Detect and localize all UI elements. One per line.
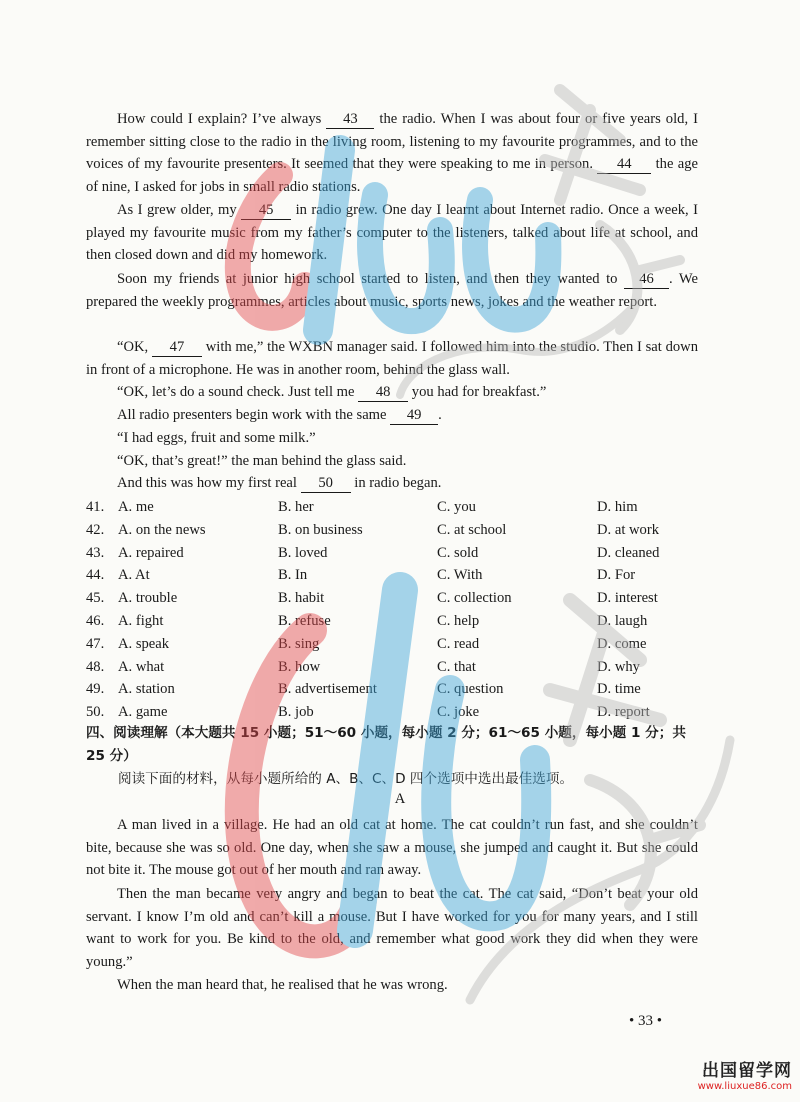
- option-c: C. help: [437, 612, 480, 629]
- text: with me,” the WXBN manager said. I followed him into the studio. Then I sat down in front of a microphone. He was in another room, behind the glass wall.: [86, 339, 699, 378]
- cloze-paragraph-6: [86, 404, 698, 427]
- option-b: B. sing: [278, 635, 320, 652]
- option-d: D. at work: [597, 521, 660, 538]
- blank-45: 45: [241, 202, 291, 220]
- option-a: A. station: [118, 681, 175, 698]
- option-row: [86, 678, 706, 701]
- site-watermark-url: www.liuxue86.com: [697, 1081, 792, 1092]
- cloze-paragraph-8: “OK, that’s great!” the man behind the glass said.: [117, 453, 407, 469]
- page-number: • 33 •: [629, 1013, 663, 1029]
- option-row: [86, 610, 706, 633]
- option-a: A. fight: [118, 612, 164, 629]
- option-c: C. you: [437, 499, 476, 515]
- option-b: B. loved: [278, 544, 328, 561]
- question-number: 42.: [86, 521, 105, 538]
- reading-paragraph-1: A man lived in a village. He had an old cat at home. The cat couldn’t run fast, and she couldn’t bite, because she was so old. One day, when she saw a mouse, she jumped and caught it. But she could not bite it. The mouse got out of her mouth and ran away.: [86, 817, 698, 879]
- cloze-paragraph-7: “I had eggs, fruit and some milk.”: [117, 430, 316, 446]
- question-number: 50.: [86, 704, 105, 721]
- option-row: [86, 701, 706, 724]
- text: .: [438, 407, 442, 423]
- option-b: B. In: [278, 567, 308, 584]
- text: How could I explain? I’ve always: [117, 111, 327, 127]
- option-row: [86, 587, 706, 610]
- option-row: [86, 496, 706, 519]
- option-row: [86, 564, 706, 587]
- blank-44: 44: [597, 156, 651, 174]
- question-number: 46.: [86, 612, 105, 629]
- text: “OK,: [117, 339, 152, 355]
- option-c: C. sold: [437, 544, 479, 561]
- option-c: C. joke: [437, 704, 480, 721]
- question-number: 43.: [86, 544, 105, 561]
- blank-49: 49: [390, 407, 438, 425]
- option-b: B. on business: [278, 521, 363, 538]
- option-a: A. on the news: [118, 521, 206, 538]
- answer-options: [86, 496, 706, 724]
- option-a: A. speak: [118, 635, 170, 652]
- blank-48: 48: [358, 384, 408, 402]
- option-b: B. refuse: [278, 612, 331, 629]
- option-b: B. her: [278, 499, 314, 515]
- reading-paragraph-3: When the man heard that, he realised that he was wrong.: [117, 977, 448, 993]
- question-number: 49.: [86, 681, 105, 698]
- section-heading: 四、阅读理解（本大题共 15 小题；51～60 小题，每小题 2 分；61～65 小题，每小题 1 分；共 25 分）: [86, 725, 686, 764]
- option-d: D. report: [597, 704, 650, 721]
- option-a: A. game: [118, 704, 168, 721]
- cloze-paragraph-3: [86, 268, 698, 313]
- site-watermark: [698, 1056, 792, 1092]
- option-a: A. At: [118, 567, 150, 584]
- option-c: C. question: [437, 681, 504, 698]
- cloze-paragraph-5: [86, 381, 698, 404]
- reading-paragraph-2: Then the man became very angry and began to beat the cat. The cat said, “Don’t beat your old servant. I know I’m old and can’t kill a mouse. But I have worked for you for many years, and I still want to work for you. Be kind to the old, and remember what good work they did when they were young.”: [86, 886, 698, 971]
- text: . We prepared the weekly programmes, articles about music, sports news, jokes and the weather report.: [86, 271, 698, 310]
- blank-46: 46: [624, 271, 669, 289]
- blank-43: 43: [326, 111, 374, 129]
- option-c: C. collection: [437, 590, 512, 607]
- cloze-paragraph-9: [86, 472, 698, 495]
- question-number: 44.: [86, 567, 105, 584]
- option-b: B. how: [278, 658, 321, 675]
- cloze-paragraph-4: [86, 336, 698, 381]
- cloze-paragraph-2: [86, 199, 698, 267]
- cloze-paragraph-1: [86, 108, 698, 199]
- passage-label: A: [394, 791, 406, 807]
- option-d: D. For: [597, 567, 636, 584]
- option-c: C. at school: [437, 521, 507, 538]
- option-d: D. him: [597, 499, 638, 515]
- option-row: [86, 542, 706, 565]
- option-row: [86, 656, 706, 679]
- option-a: A. trouble: [118, 590, 178, 607]
- text: the age of nine, I asked for jobs in small radio stations.: [86, 156, 698, 196]
- site-watermark-name: 出国留学网: [702, 1061, 792, 1081]
- text: As I grew older, my: [117, 202, 242, 218]
- question-number: 45.: [86, 590, 105, 607]
- text: All radio presenters begin work with the same: [117, 407, 391, 423]
- option-d: D. time: [597, 681, 641, 698]
- option-d: D. why: [597, 658, 640, 675]
- option-b: B. advertisement: [278, 681, 377, 698]
- option-d: D. interest: [597, 590, 658, 607]
- option-row: [86, 519, 706, 542]
- option-b: B. habit: [278, 590, 325, 607]
- text: “OK, let’s do a sound check. Just tell me: [117, 384, 359, 400]
- question-number: 48.: [86, 658, 105, 675]
- option-d: D. laugh: [597, 612, 648, 629]
- question-number: 47.: [86, 635, 105, 652]
- blank-50: 50: [301, 475, 351, 493]
- text: the radio. When I was about four or five years old, I remember sitting close to the radio in the living room, listening to my favourite programmes, and to the voices of my favourite presenters. It seemed that they were speaking to me in person.: [86, 111, 698, 173]
- text: Soon my friends at junior high school started to listen, and then they wanted to: [117, 271, 624, 287]
- option-c: C. With: [437, 567, 483, 584]
- option-d: D. come: [597, 635, 647, 652]
- option-a: A. what: [118, 658, 165, 675]
- option-row: [86, 633, 706, 656]
- option-d: D. cleaned: [597, 544, 660, 561]
- option-b: B. job: [278, 704, 314, 721]
- text: And this was how my first real: [117, 475, 301, 491]
- question-number: 41.: [86, 499, 105, 515]
- text: in radio grew. One day I learnt about Internet radio. Once a week, I played my favourite music from my father’s computer to the listeners, talked about life at school, and then closed down and did my homework.: [86, 202, 698, 264]
- text: you had for breakfast.”: [408, 384, 547, 400]
- section-instruction: 阅读下面的材料，从每小题所给的 A、B、C、D 四个选项中选出最佳选项。: [118, 771, 574, 787]
- option-a: A. repaired: [118, 544, 184, 561]
- option-a: A. me: [118, 499, 154, 515]
- option-c: C. that: [437, 658, 476, 675]
- text: in radio began.: [350, 475, 442, 491]
- option-c: C. read: [437, 635, 480, 652]
- blank-47: 47: [152, 339, 202, 357]
